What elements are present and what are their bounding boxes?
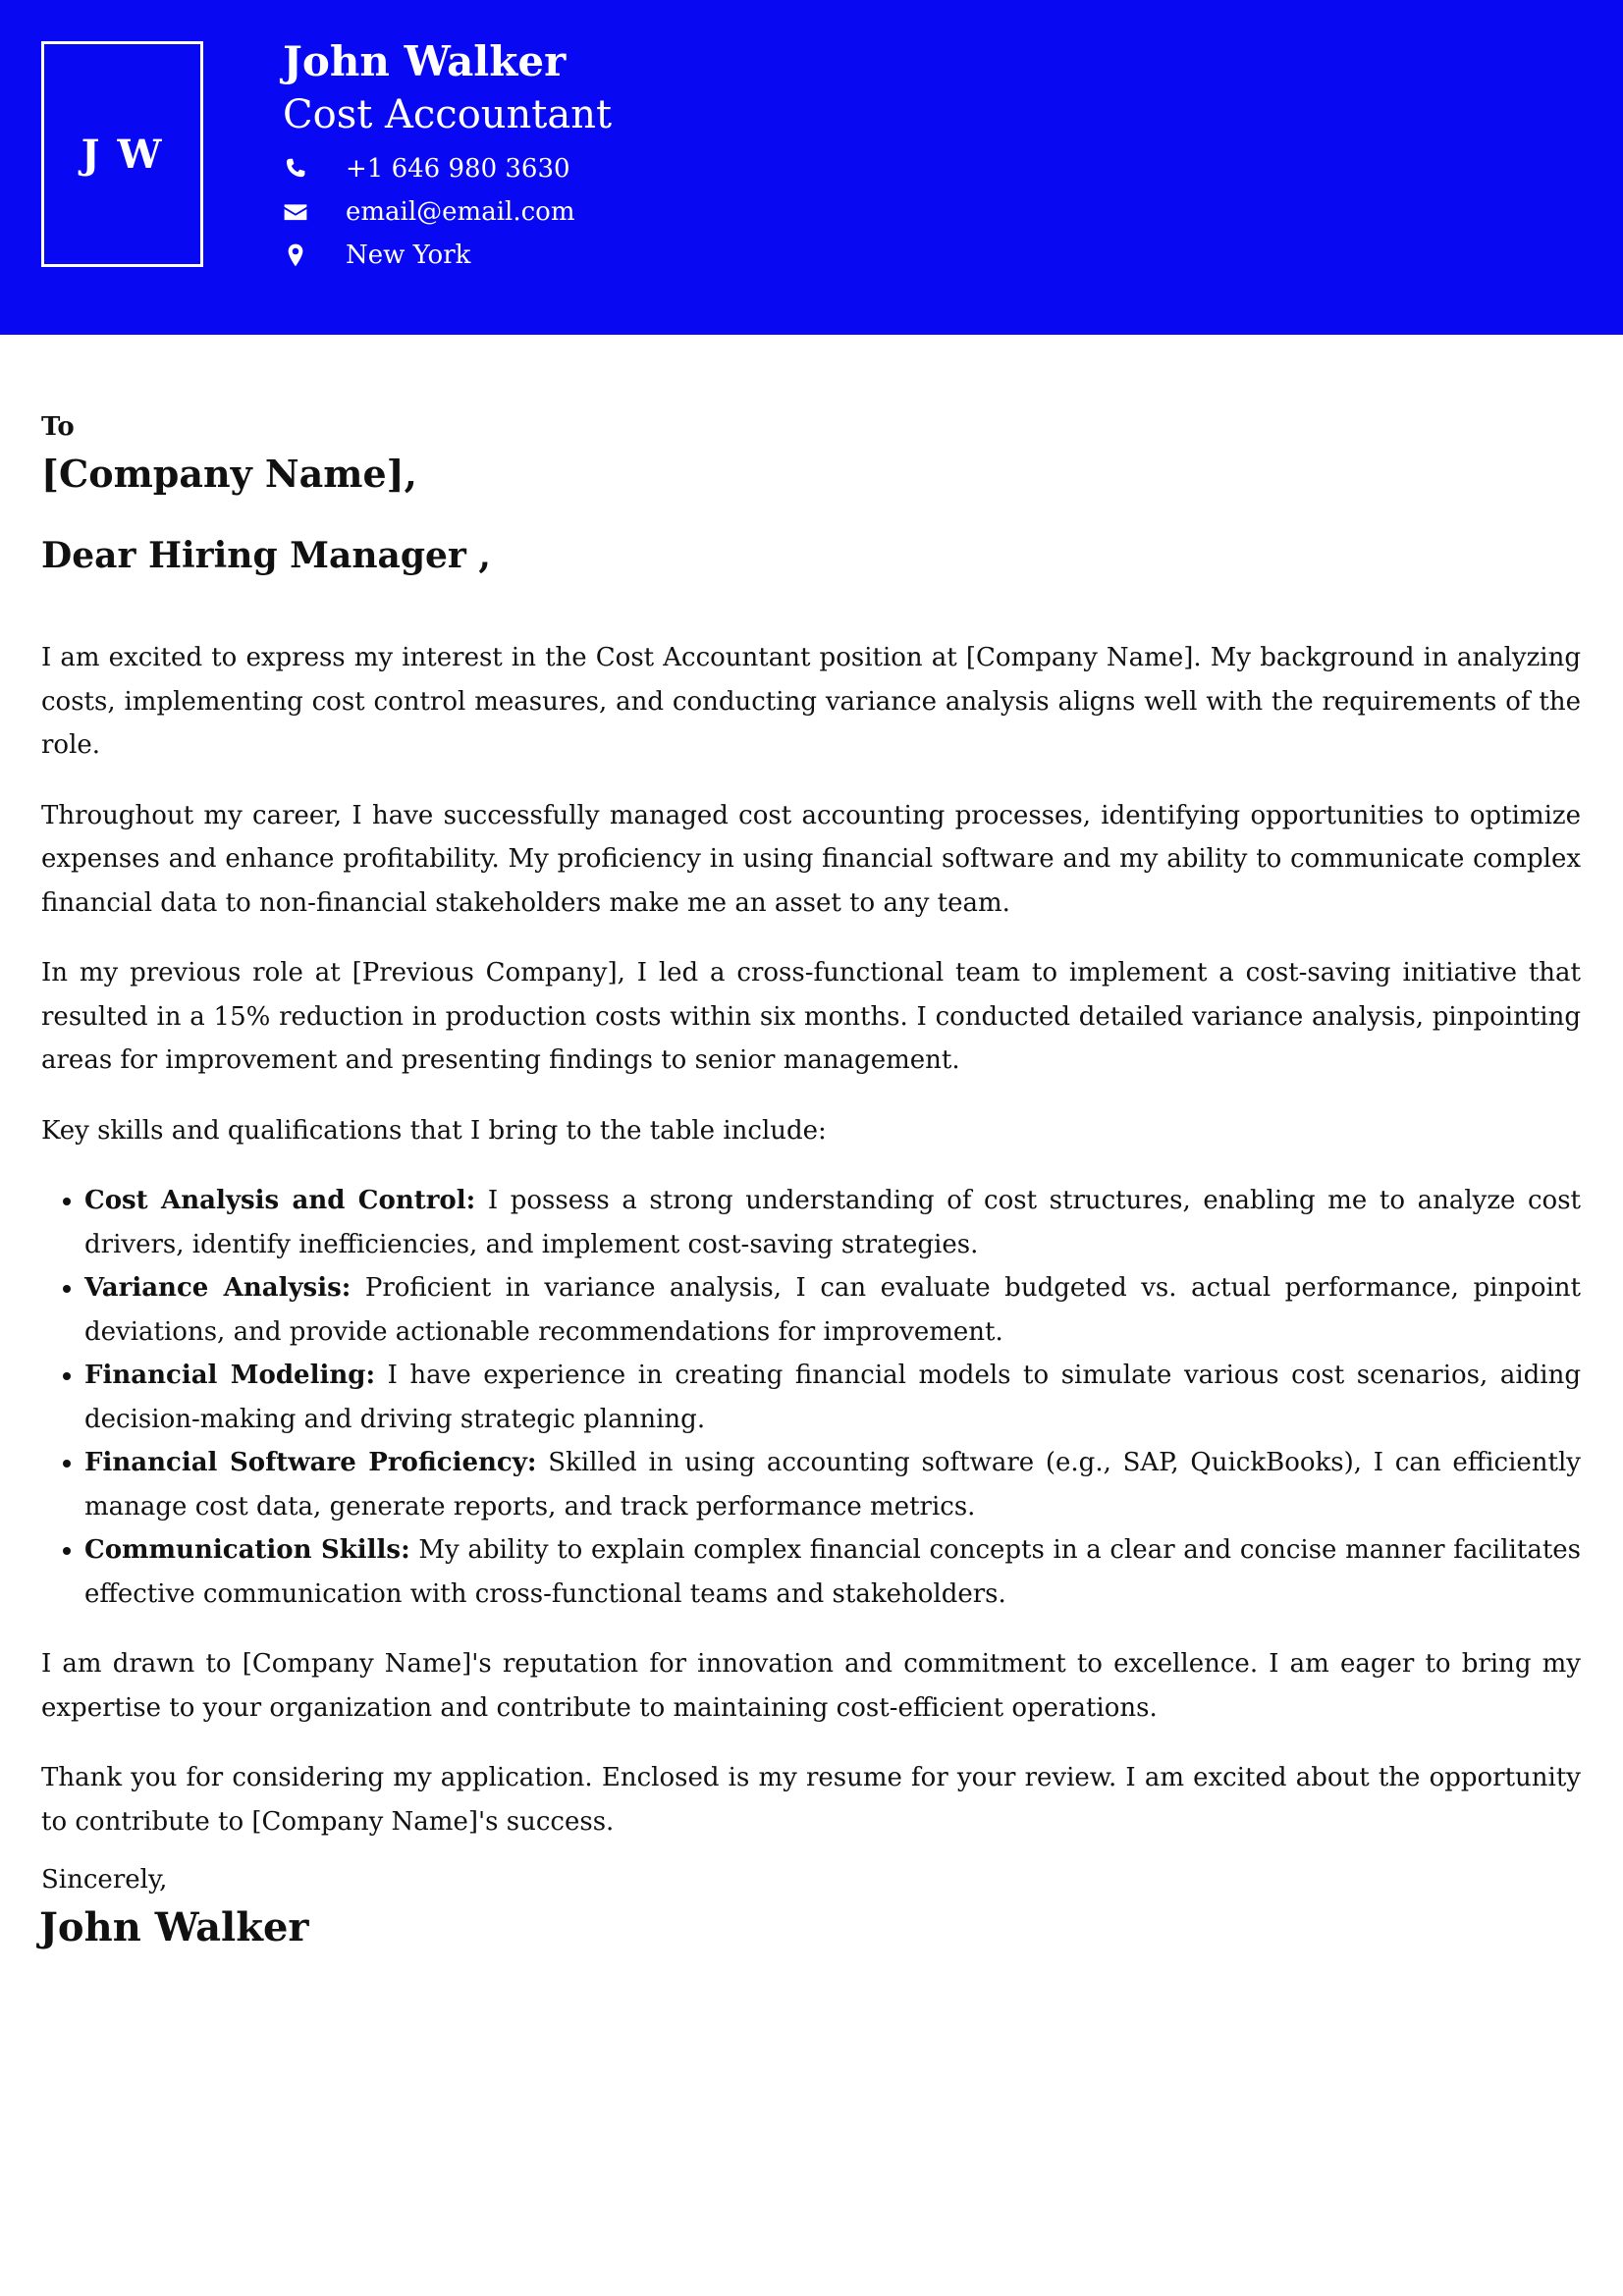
list-item xyxy=(84,1179,1581,1266)
applicant-name: John Walker xyxy=(283,37,567,85)
signature-name: John Walker xyxy=(39,1904,309,1950)
skill-text: Proficient in variance analysis, I can evaluate budgeted vs. actual performance, pinpoint deviations, and provide actionable recommendations for improvement. xyxy=(84,1273,1581,1347)
recipient-company: [Company Name], xyxy=(41,452,417,496)
to-label: To xyxy=(41,412,75,442)
skill-text: Skilled in using accounting software (e.g., SAP, QuickBooks), I can efficiently manage cost data, generate reports, and track performance metrics. xyxy=(84,1448,1581,1522)
monogram-initials: J W xyxy=(81,131,164,178)
closing-phrase: Sincerely, xyxy=(41,1865,168,1895)
phone-icon xyxy=(283,156,308,182)
list-item xyxy=(84,1441,1581,1528)
monogram-box xyxy=(41,41,203,267)
contact-email xyxy=(283,197,574,227)
phone-number: +1 646 980 3630 xyxy=(346,154,570,184)
list-item xyxy=(84,1266,1581,1354)
location-text: New York xyxy=(346,240,471,270)
body-paragraph: I am drawn to [Company Name]'s reputation for innovation and commitment to excellence. I am eager to bring my expertise to your organization and contribute to maintaining cost-efficient operations. xyxy=(41,1649,1581,1723)
body-paragraph: Key skills and qualifications that I bring to the table include: xyxy=(41,1115,827,1146)
map-pin-icon xyxy=(283,242,308,268)
list-item xyxy=(84,1528,1581,1616)
job-title: Cost Accountant xyxy=(283,92,613,137)
email-address: email@email.com xyxy=(346,197,575,227)
header-banner xyxy=(0,0,1623,335)
contact-phone xyxy=(283,154,570,184)
skills-list xyxy=(41,1179,1581,1616)
contact-location xyxy=(283,240,470,270)
letter-body xyxy=(41,636,1581,1870)
list-item xyxy=(84,1354,1581,1441)
skill-title: Variance Analysis: xyxy=(84,1273,352,1303)
body-paragraph: Thank you for considering my application. Enclosed is my resume for your review. I am excited about the opportunity to contribute to [Company Name]'s success. xyxy=(41,1763,1581,1837)
envelope-icon xyxy=(283,199,308,225)
skill-title: Financial Software Proficiency: xyxy=(84,1448,537,1477)
skill-title: Cost Analysis and Control: xyxy=(84,1186,476,1215)
skill-title: Communication Skills: xyxy=(84,1535,410,1565)
skill-text: I have experience in creating financial models to simulate various cost scenarios, aiding decision-making and driving strategic planning. xyxy=(84,1361,1581,1434)
skill-title: Financial Modeling: xyxy=(84,1361,376,1390)
body-paragraph: I am excited to express my interest in the Cost Accountant position at [Company Name]. My background in analyzing costs, implementing cost control measures, and conducting variance analysis aligns well with the requirements of the role. xyxy=(41,643,1581,760)
skill-text: My ability to explain complex financial concepts in a clear and concise manner facilitates effective communication with cross-functional teams and stakeholders. xyxy=(84,1535,1581,1609)
salutation: Dear Hiring Manager , xyxy=(41,535,491,576)
body-paragraph: In my previous role at [Previous Company], I led a cross-functional team to implement a cost-saving initiative that resulted in a 15% reduction in production costs within six months. I conducted detailed variance analysis, pinpointing areas for improvement and presenting findings to senior management. xyxy=(41,958,1581,1075)
skill-text: I possess a strong understanding of cost structures, enabling me to analyze cost drivers, identify inefficiencies, and implement cost-saving strategies. xyxy=(84,1186,1581,1259)
body-paragraph: Throughout my career, I have successfully managed cost accounting processes, identifying opportunities to optimize expenses and enhance profitability. My proficiency in using financial software and my ability to communicate complex financial data to non-financial stakeholders make me an asset to any team. xyxy=(41,800,1581,918)
